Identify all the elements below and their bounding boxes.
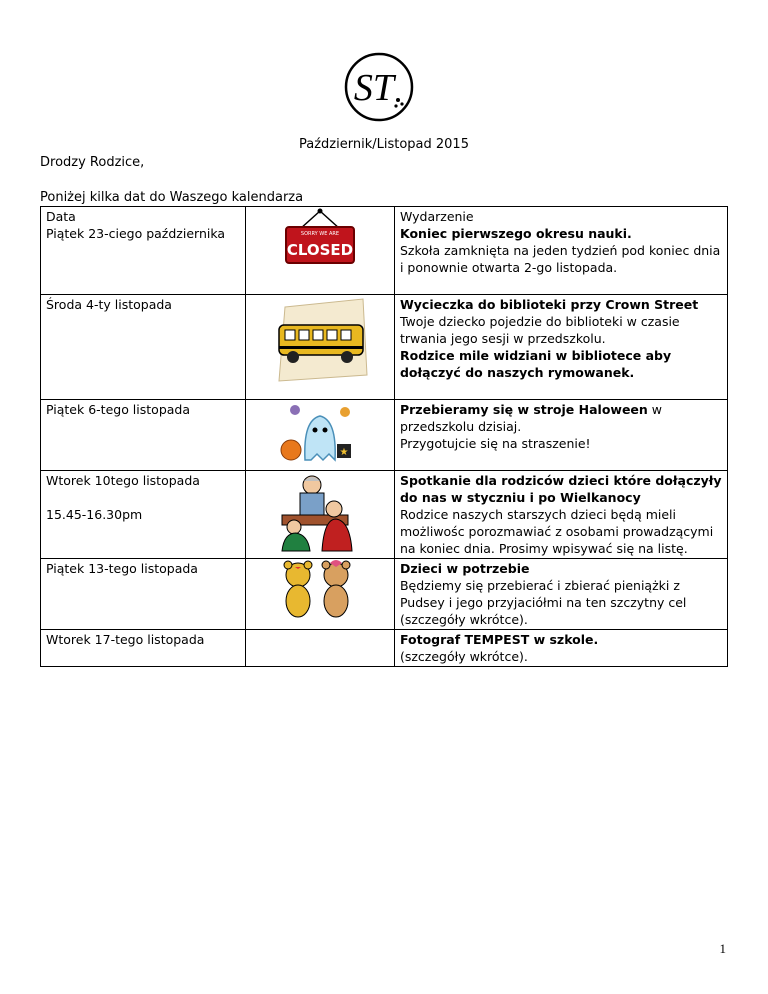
image-cell <box>246 207 395 295</box>
pudsey-bears-icon <box>270 559 370 621</box>
date-cell <box>41 400 246 471</box>
table-row <box>41 400 728 471</box>
event-text: Przygotujcie się na straszenie! <box>399 436 591 451</box>
event-cell <box>394 471 727 559</box>
image-cell <box>246 559 395 630</box>
event-date: Wtorek 17-tego listopada <box>46 632 205 647</box>
closed-sign-text: CLOSED <box>287 241 354 259</box>
event-title: Wycieczka do biblioteki przy Crown Street <box>399 297 699 312</box>
school-bus-icon <box>265 295 375 385</box>
event-time: 15.45-16.30pm <box>46 507 143 522</box>
column-header-date: Data <box>46 209 76 224</box>
event-text: Rodzice naszych starszych dzieci będą mieli możliwośc porozmawiać z osobami prowadzącymi na koniec dnia. Prosimy wpisywać się na listę. <box>399 507 714 556</box>
date-line: Październik/Listopad 2015 <box>299 137 469 152</box>
date-cell <box>41 471 246 559</box>
schedule-table <box>40 206 728 667</box>
closed-sign-icon <box>270 207 370 267</box>
event-title: Przebieramy się w stroje Haloween <box>399 402 648 417</box>
logo-letters: ST <box>353 67 395 109</box>
event-cell <box>394 207 727 295</box>
event-cell <box>394 559 727 630</box>
event-title: Koniec pierwszego okresu nauki. <box>399 226 632 241</box>
image-cell <box>246 400 395 471</box>
event-title: Dzieci w potrzebie <box>399 561 530 576</box>
event-date: Środa 4-ty listopada <box>46 297 172 312</box>
event-cell <box>394 630 727 667</box>
school-logo <box>344 52 414 122</box>
date-cell <box>41 295 246 400</box>
parents-meeting-icon <box>270 471 370 555</box>
event-title-suffix: w przedszkolu dzisiaj. <box>399 402 663 434</box>
svg-text:★: ★ <box>339 447 349 458</box>
table-row <box>41 295 728 400</box>
image-cell <box>246 295 395 400</box>
greeting: Drodzy Rodzice, <box>40 155 145 170</box>
image-cell <box>246 471 395 559</box>
event-date: Wtorek 10tego listopada <box>46 473 200 488</box>
event-text: (szczegóły wkrótce). <box>399 649 528 664</box>
event-cell <box>394 400 727 471</box>
event-text: Będziemy się przebierać i zbierać pieniążki z Pudsey i jego przyjaciółmi na ten szczytny cel (szczegóły wkrótce). <box>399 578 687 627</box>
image-cell <box>246 630 395 667</box>
svg-text:SORRY WE ARE: SORRY WE ARE <box>301 231 340 237</box>
event-cell <box>394 295 727 400</box>
date-cell <box>41 207 246 295</box>
event-text: Szkoła zamknięta na jeden tydzień pod koniec dnia i ponownie otwarta 2-go listopada. <box>399 243 721 275</box>
event-note: Rodzice mile widziani w bibliotece aby dołączyć do naszych rymowanek. <box>399 348 672 380</box>
table-row <box>41 559 728 630</box>
intro-text: Poniżej kilka dat do Waszego kalendarza <box>40 190 304 205</box>
event-date: Piątek 13-tego listopada <box>46 561 198 576</box>
event-title: Spotkanie dla rodziców dzieci które dołączyły do nas w styczniu i po Wielkanocy <box>399 473 722 505</box>
date-cell <box>41 559 246 630</box>
event-title: Fotograf TEMPEST w szkole. <box>399 632 599 647</box>
halloween-ghost-icon <box>275 400 365 466</box>
table-row <box>41 207 728 295</box>
event-text: Twoje dziecko pojedzie do biblioteki w czasie trwania jego sesji w przedszkolu. <box>399 314 680 346</box>
event-date: Piątek 6-tego listopada <box>46 402 191 417</box>
table-row <box>41 630 728 667</box>
page-number: 1 <box>719 941 726 956</box>
column-header-event: Wydarzenie <box>399 209 474 224</box>
event-date: Piątek 23-ciego października <box>46 226 226 241</box>
date-cell <box>41 630 246 667</box>
table-row <box>41 471 728 559</box>
